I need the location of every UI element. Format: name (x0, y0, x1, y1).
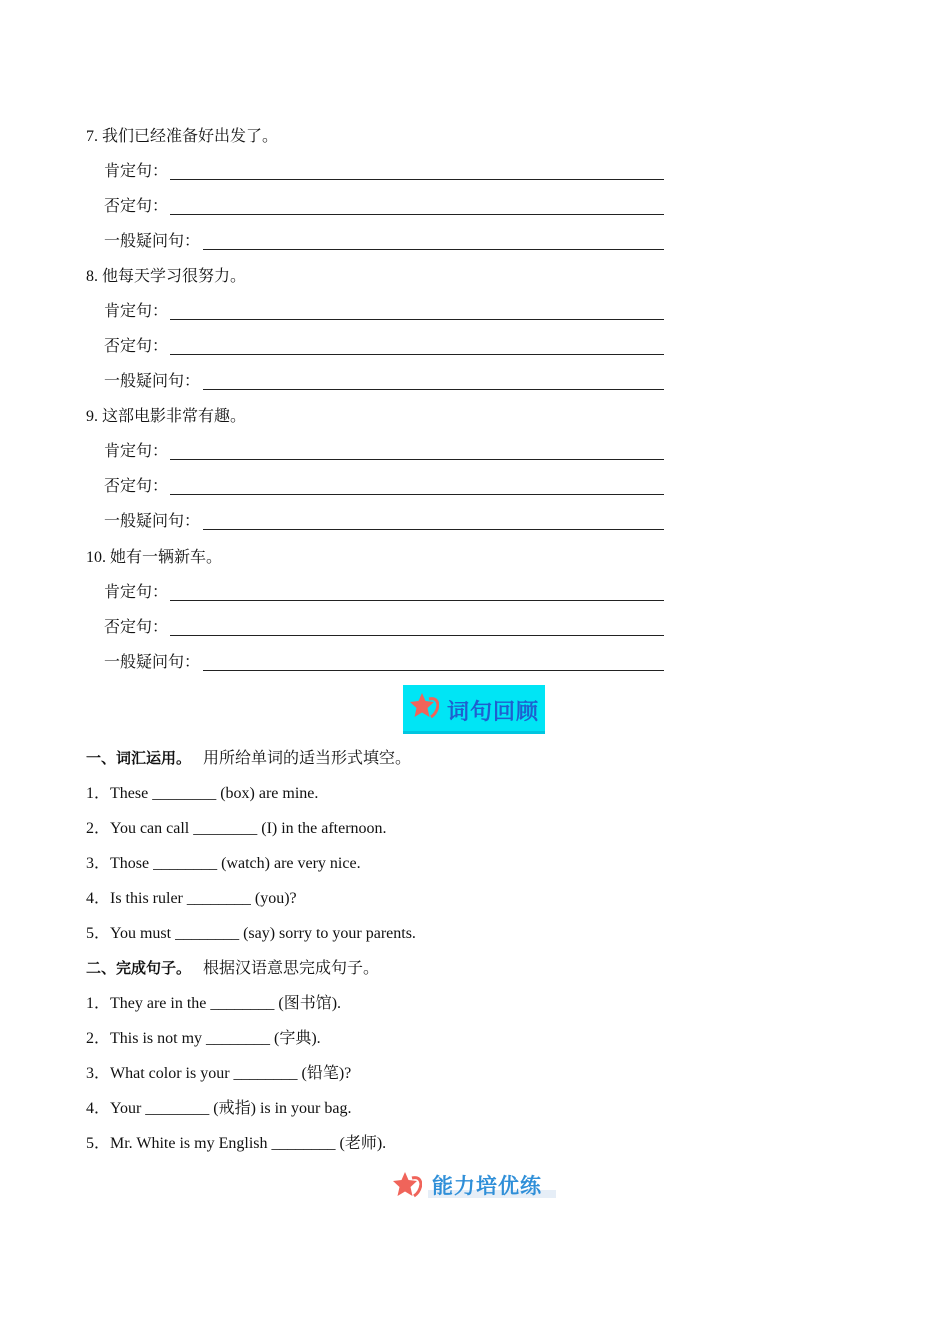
review-banner (403, 685, 545, 734)
item-8-title: 8. 他每天学习很努力。 (86, 268, 247, 285)
ability-banner-title: 能力培优练 (432, 1174, 542, 1198)
section1-item: 4．Is this ruler ________ (you)? (86, 890, 297, 907)
item-10-negative-blank[interactable] (170, 635, 664, 636)
item-8-question-label: 一般疑问句： (104, 373, 201, 390)
item-8-negative-blank[interactable] (170, 354, 664, 355)
item-9-title: 9. 这部电影非常有趣。 (86, 408, 247, 425)
item-7-title: 7. 我们已经准备好出发了。 (86, 128, 279, 145)
star-icon (392, 1170, 422, 1200)
section2-header (86, 959, 379, 979)
ability-banner (392, 1168, 562, 1200)
item-9-affirmative-blank[interactable] (170, 459, 664, 460)
item-7-affirmative-blank[interactable] (170, 179, 664, 180)
section2-item: 5．Mr. White is my English ________ (老师). (86, 1135, 387, 1152)
item-8-affirmative-blank[interactable] (170, 319, 664, 320)
section1-item: 2．You can call ________ (I) in the afternoon. (86, 820, 387, 837)
item-9-question-blank[interactable] (203, 529, 664, 530)
item-10-negative-label: 否定句： (104, 619, 169, 636)
item-10-affirmative-blank[interactable] (170, 600, 664, 601)
section1-header (86, 749, 411, 769)
section1-item: 1．These ________ (box) are mine. (86, 785, 319, 802)
section2-item: 1．They are in the ________ (图书馆). (86, 995, 342, 1012)
section1-heading: 一、词汇运用。 (86, 750, 192, 767)
star-icon (409, 691, 439, 721)
item-8-question-blank[interactable] (203, 389, 664, 390)
section2-item: 4．Your ________ (戒指) is in your bag. (86, 1100, 352, 1117)
item-10-question-label: 一般疑问句： (104, 654, 201, 671)
item-9-negative-blank[interactable] (170, 494, 664, 495)
item-10-question-blank[interactable] (203, 670, 664, 671)
section2-item: 3．What color is your ________ (铅笔)? (86, 1065, 352, 1082)
item-8-affirmative-label: 肯定句： (104, 303, 169, 320)
section1-instruction: 用所给单词的适当形式填空。 (203, 750, 412, 767)
item-9-negative-label: 否定句： (104, 478, 169, 495)
review-banner-title: 词句回顾 (447, 700, 540, 725)
section2-heading: 二、完成句子。 (86, 960, 192, 977)
section2-item: 2．This is not my ________ (字典). (86, 1030, 321, 1047)
section1-item: 5．You must ________ (say) sorry to your parents. (86, 925, 416, 942)
item-10-affirmative-label: 肯定句： (104, 584, 169, 601)
item-10-title: 10. 她有一辆新车。 (86, 549, 223, 566)
item-7-question-label: 一般疑问句： (104, 233, 201, 250)
item-7-negative-blank[interactable] (170, 214, 664, 215)
item-8-negative-label: 否定句： (104, 338, 169, 355)
item-9-question-label: 一般疑问句： (104, 513, 201, 530)
item-7-negative-label: 否定句： (104, 198, 169, 215)
item-9-affirmative-label: 肯定句： (104, 443, 169, 460)
item-7-question-blank[interactable] (203, 249, 664, 250)
section2-instruction: 根据汉语意思完成句子。 (203, 960, 380, 977)
item-7-affirmative-label: 肯定句： (104, 163, 169, 180)
section1-item: 3．Those ________ (watch) are very nice. (86, 855, 361, 872)
